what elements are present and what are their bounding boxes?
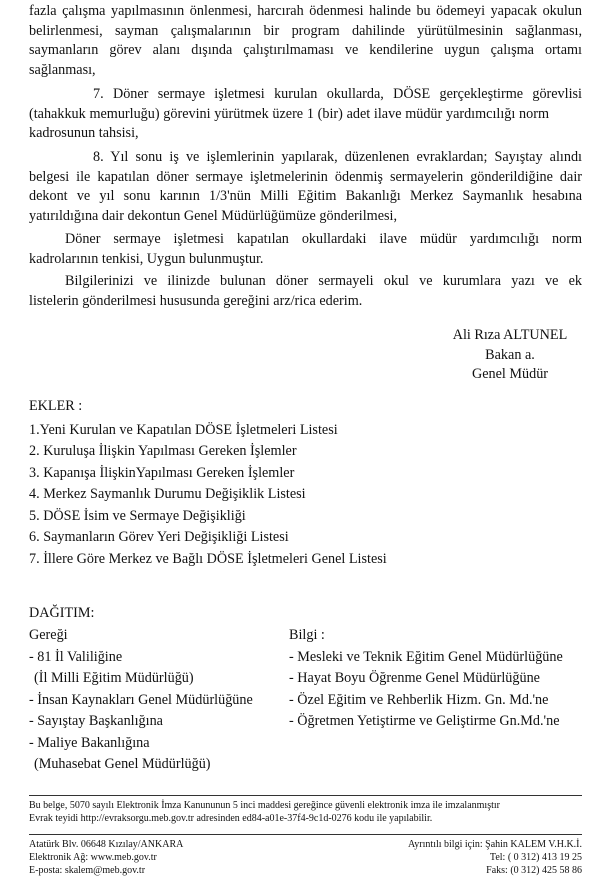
text-line: yatırıldığına dair dekontun Genel Müdürlüğümüze gönderilmesi, [29,207,398,224]
text-line: dekont ve yıl sonu karının 1/3'nün Milli Eğitim Bakanlığı Merkez Saymanlık hesabına [29,188,582,204]
paragraph-item-7 [29,85,582,144]
text-line: Bilgilerinizi ve ilinizde bulunan döner sermayeli okul ve kurumlara yazı ve ek [65,273,582,289]
signatory-position: Genel Müdür [471,366,549,382]
attachments-list [29,420,449,571]
action-item: - Sayıştay Başkanlığına [29,713,163,729]
distribution-action-column [29,625,299,776]
text-line: Döner sermaye işletmesi kapatılan okullardaki ilave müdür yardımcılığı norm [65,231,582,247]
signatory-name: Ali Rıza ALTUNEL [452,327,568,343]
text-line: listelerin gönderilmesi hususunda gereğini arz/rica ederim. [29,292,363,309]
attachment-item: 6. Saymanların Görev Yeri Değişikliği Listesi [29,529,289,545]
text-line: kadrosunun tahsisi, [29,125,139,141]
info-item: - Öğretmen Yetiştirme ve Geliştirme Gn.Md.'ne [289,713,560,729]
text-line: belirlenmesi, sayman çalışmalarının bir program dahilinde yürütülmesinin sağlanması, [29,22,582,39]
text-line: saymanların görev alanı dışında çalıştırılmaması ve kendilerine uygun çalışma ortamı [29,42,582,58]
attachment-item: 2. Kuruluşa İlişkin Yapılması Gereken İşlemler [29,443,297,459]
signature-block [440,326,580,385]
distribution-info-column [289,625,589,733]
text-line: 7. Döner sermaye işletmesi kurulan okullarda, DÖSE gerçekleştirme görevlisi [93,86,582,102]
attachment-item: 1.Yeni Kurulan ve Kapatılan DÖSE İşletmeleri Listesi [29,421,338,438]
paragraph-continuation [29,2,582,80]
action-heading: Gereği [29,627,68,643]
esign-notice [29,799,582,825]
attachments-section [29,397,449,570]
info-item: - Hayat Boyu Öğrenme Genel Müdürlüğüne [289,670,540,686]
distribution-heading: DAĞITIM: [29,605,95,621]
action-item: - 81 İl Valiliğine [29,648,123,665]
footer-fax: Faks: (0 312) 425 58 86 [486,865,582,876]
text-line: kadrolarının tenkisi, Uygun bulunmuştur. [29,250,264,267]
action-item: (İl Milli Eğitim Müdürlüğü) [34,670,194,686]
info-item: - Mesleki ve Teknik Eğitim Genel Müdürlüğüne [289,648,563,665]
attachments-heading: EKLER : [29,398,83,414]
text-line: fazla çalışma yapılmasının önlenmesi, harcırah ödenmesi halinde bu ödemeyi yapacak okulun [29,3,582,19]
text-line: 8. Yıl sonu iş ve işlemlerinin yapılarak, düzenlenen evraklardan; Sayıştay alındı [93,149,582,165]
footer-contact-block [330,838,582,877]
action-item: (Muhasebat Genel Müdürlüğü) [34,756,211,772]
divider [29,795,582,796]
esign-verify-line: Evrak teyidi http://evraksorgu.meb.gov.tr adresinden ed84-a01e-37f4-9c1d-0276 kodu ile yapılabilir. [29,813,433,824]
action-item: - İnsan Kaynakları Genel Müdürlüğüne [29,691,253,708]
attachment-item: 4. Merkez Saymanlık Durumu Değişiklik Listesi [29,486,306,502]
footer-web: Elektronik Ağ: www.meb.gov.tr [29,852,157,863]
text-line: belgesi ile kapatılan döner sermaye işletmelerinin ödenmiş sermayelerin gönderildiğine dair [29,168,582,185]
footer-tel: Tel: ( 0 312) 413 19 25 [489,852,582,863]
paragraph-item-8 [29,148,582,226]
footer-contact: Ayrıntılı bilgi için: Şahin KALEM V.H.K.İ. [408,839,582,850]
text-line: (tahakkuk memurluğu) görevini yürütmek üzere 1 (bir) adet ilave müdür yardımcılığı norm [29,105,549,122]
text-line: sağlanması, [29,61,96,78]
footer-address: Atatürk Blv. 06648 Kızılay/ANKARA [29,839,184,850]
signatory-title: Bakan a. [485,346,535,363]
esign-line: Bu belge, 5070 sayılı Elektronik İmza Kanununun 5 inci maddesi gereğince güvenli elektronik imza ile imzalanmıştır [29,800,500,811]
info-item: - Özel Eğitim ve Rehberlik Hizm. Gn. Md.'ne [289,691,549,708]
action-item: - Maliye Bakanlığına [29,734,150,751]
attachment-item: 7. İllere Göre Merkez ve Bağlı DÖSE İşletmeleri Genel Listesi [29,550,387,567]
divider [29,834,582,835]
footer-address-block [29,838,289,877]
paragraph-closing [29,272,582,311]
attachment-item: 5. DÖSE İsim ve Sermaye Değişikliği [29,507,246,524]
footer-email: E-posta: skalem@meb.gov.tr [29,865,146,876]
attachment-item: 3. Kapanışa İlişkinYapılması Gereken İşlemler [29,464,295,481]
info-heading: Bilgi : [289,627,325,643]
paragraph-norm-cadre [29,230,582,269]
